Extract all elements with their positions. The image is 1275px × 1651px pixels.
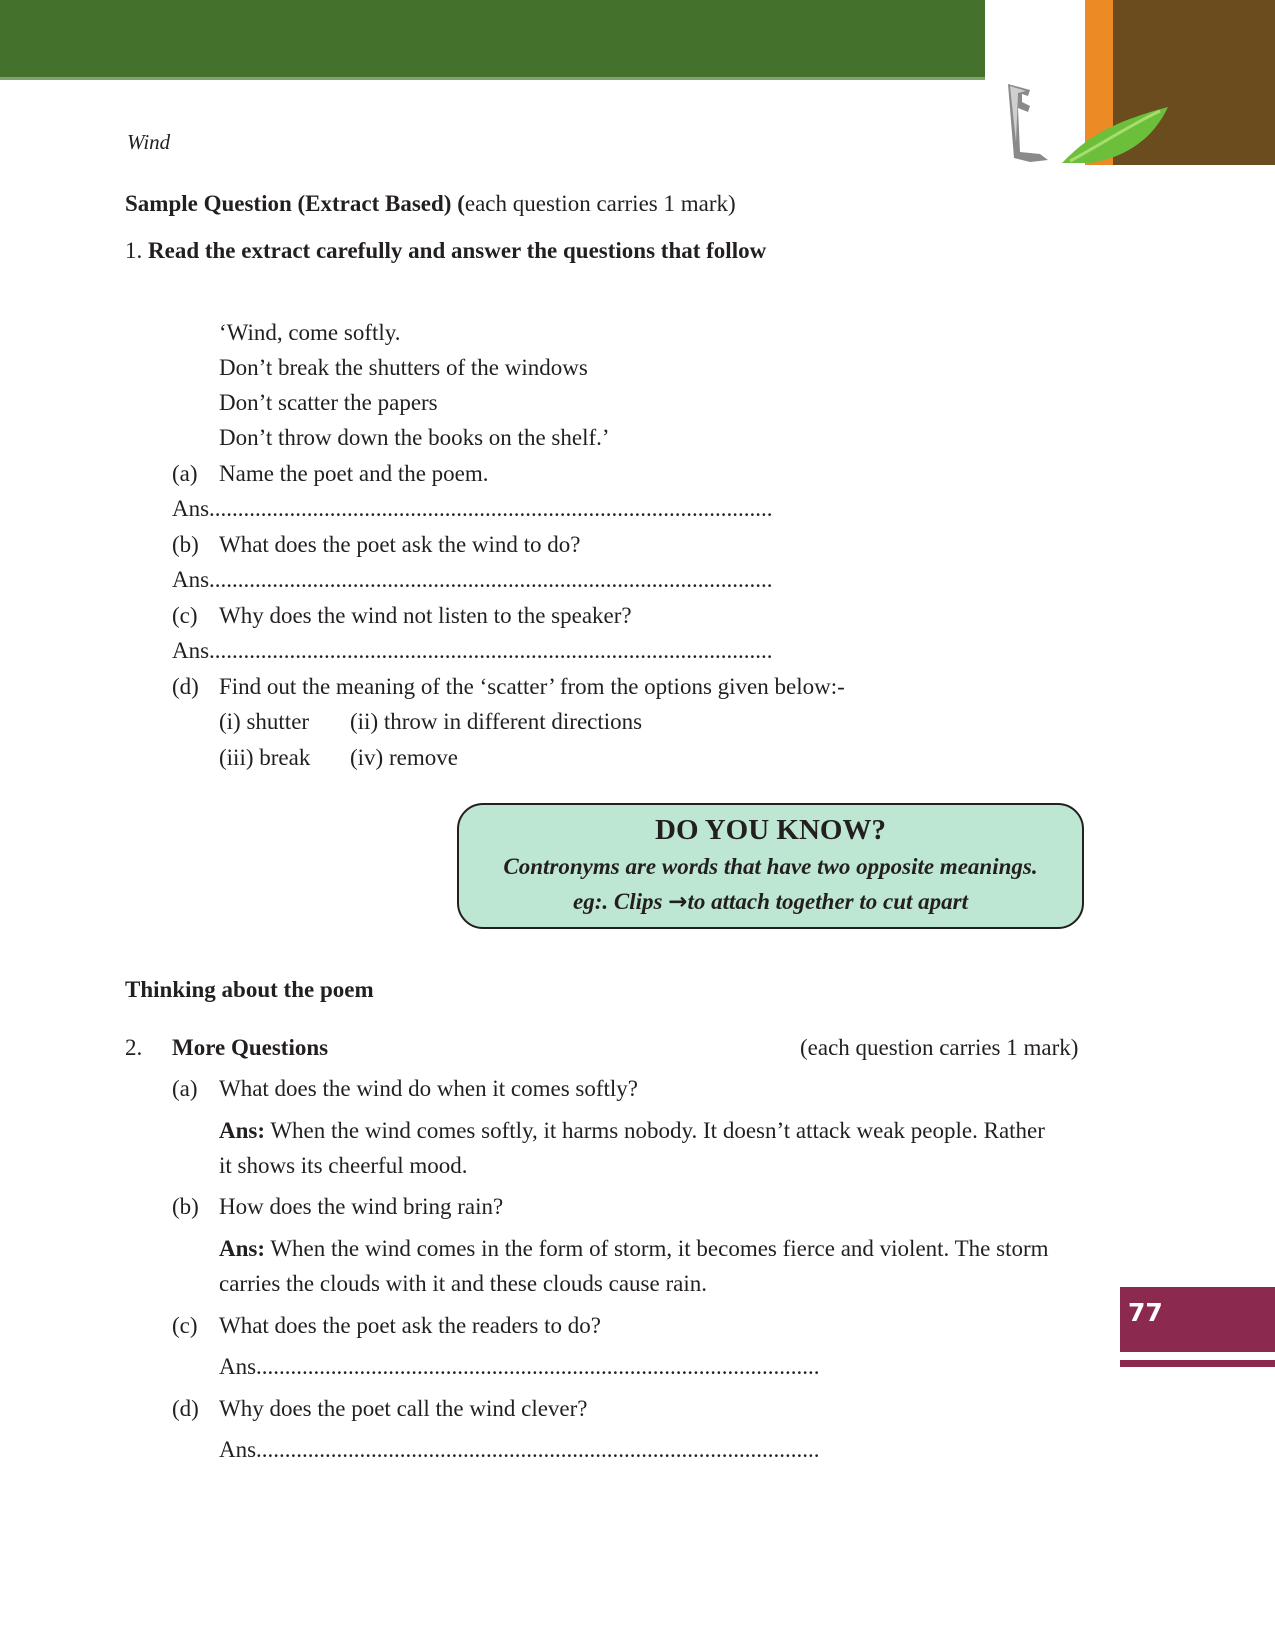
question-label: (b): [172, 532, 199, 557]
question-text: Why does the wind not listen to the speaker?: [219, 603, 632, 628]
header-bar: [0, 0, 985, 77]
answer-line: Ans..................................................................................................: [172, 496, 773, 521]
extract-line: Don’t scatter the papers: [219, 390, 438, 415]
extract-line: Don’t break the shutters of the windows: [219, 355, 588, 380]
answer-text: it shows its cheerful mood.: [219, 1153, 468, 1178]
question-text: Why does the poet call the wind clever?: [219, 1396, 588, 1421]
page-number: 77: [1128, 1298, 1163, 1327]
question-1: 1. Read the extract carefully and answer the questions that follow: [125, 238, 767, 263]
page-number-tab-line: [1120, 1360, 1275, 1367]
question-text: What does the poet ask the readers to do?: [219, 1313, 601, 1338]
answer-line: Ans..................................................................................................: [219, 1437, 820, 1462]
question-text: Find out the meaning of the ‘scatter’ from the options given below:-: [219, 674, 845, 699]
section-title: More Questions: [172, 1035, 329, 1060]
question-label: (d): [172, 1396, 199, 1421]
question-text: What does the poet ask the wind to do?: [219, 532, 581, 557]
corner-decoration: [985, 0, 1085, 77]
leaf-icon: [1060, 105, 1170, 167]
section-title: Sample Question (Extract Based) (each question carries 1 mark): [125, 191, 736, 216]
question-text: What does the wind do when it comes softly?: [219, 1076, 639, 1101]
question-label: (a): [172, 1076, 198, 1101]
question-label: (d): [172, 674, 199, 699]
answer-text: Ans: When the wind comes in the form of storm, it becomes fierce and violent. The storm: [219, 1236, 1049, 1261]
option: (iv) remove: [350, 745, 458, 770]
extract-line: ‘Wind, come softly.: [219, 320, 401, 345]
extract-line: Don’t throw down the books on the shelf.’: [219, 425, 610, 450]
do-you-know-line: Contronyms are words that have two opposite meanings.: [503, 854, 1038, 879]
running-head: Wind: [127, 130, 171, 154]
answer-line: Ans..................................................................................................: [172, 567, 773, 592]
do-you-know-title: DO YOU KNOW?: [655, 814, 886, 846]
answer-line: Ans..................................................................................................: [172, 638, 773, 663]
section-number: 2.: [125, 1035, 143, 1060]
do-you-know-example: eg:. Clips →to attach together to cut apart: [573, 889, 968, 915]
do-you-know-box: [457, 803, 1084, 929]
marks-note: (each question carries 1 mark): [800, 1035, 1079, 1060]
question-label: (c): [172, 603, 198, 628]
question-label: (c): [172, 1313, 198, 1338]
option: (iii) break: [219, 745, 311, 770]
question-text: Name the poet and the poem.: [219, 461, 489, 486]
option: (ii) throw in different directions: [350, 709, 643, 734]
answer-text: Ans: When the wind comes softly, it harms nobody. It doesn’t attack weak people. Rather: [219, 1118, 1045, 1143]
question-text: How does the wind bring rain?: [219, 1194, 504, 1219]
question-label: (a): [172, 461, 198, 486]
section-heading: Thinking about the poem: [125, 977, 374, 1002]
answer-line: Ans..................................................................................................: [219, 1354, 820, 1379]
option: (i) shutter: [219, 709, 310, 734]
arrow-right-icon: →: [668, 889, 688, 915]
answer-text: carries the clouds with it and these clouds cause rain.: [219, 1271, 707, 1296]
header-bar-line: [0, 77, 985, 80]
question-label: (b): [172, 1194, 199, 1219]
